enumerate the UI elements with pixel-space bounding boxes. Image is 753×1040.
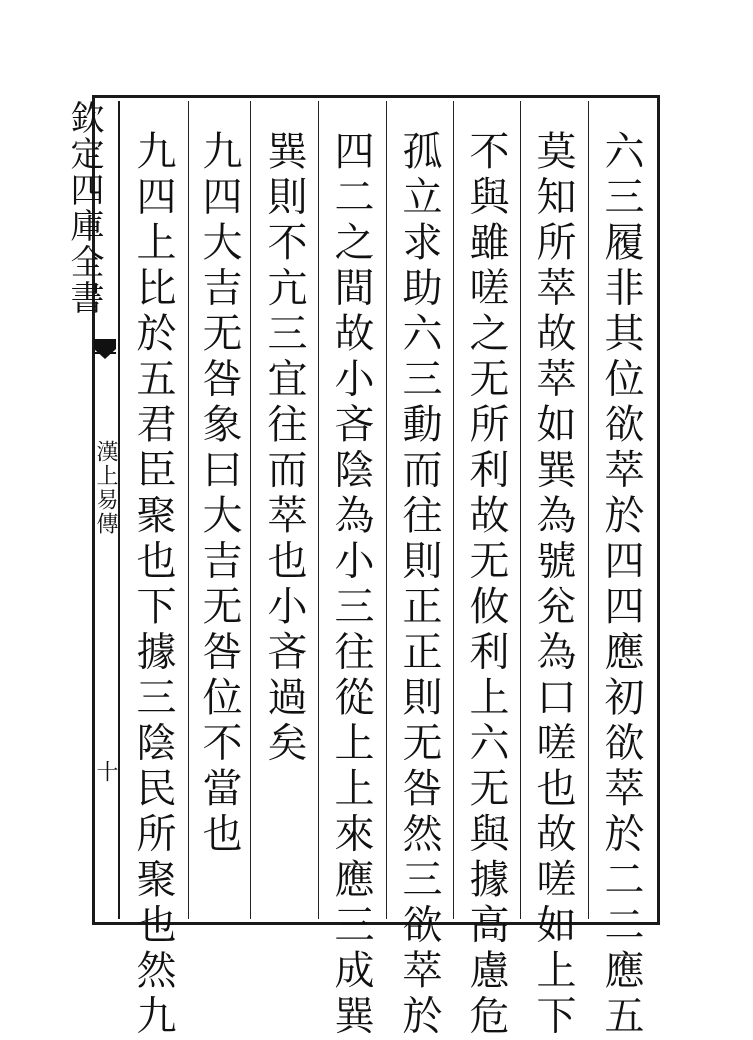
column-rule bbox=[188, 101, 189, 919]
column-rule bbox=[386, 101, 387, 919]
column-rule bbox=[250, 101, 251, 919]
text-column: 九四大吉无咎象曰大吉无咎位不當也 bbox=[196, 130, 242, 858]
text-column: 不與雖嗟之无所利故无攸利上六无與據高慮危 bbox=[463, 130, 509, 1040]
column-rule bbox=[520, 101, 521, 919]
column-rule bbox=[453, 101, 454, 919]
book-title: 漢上易傳 bbox=[93, 440, 118, 536]
page-number: 十 bbox=[93, 760, 118, 782]
text-column: 四二之間故小吝陰為小三往從上上來應三成巽 bbox=[328, 130, 374, 1040]
text-column: 九四上比於五君臣聚也下據三陰民所聚也然九 bbox=[130, 130, 176, 1040]
column-rule bbox=[318, 101, 319, 919]
collection-title: 欽定四庫全書 bbox=[64, 100, 104, 316]
fishtail-mark-icon bbox=[92, 335, 118, 365]
text-column: 莫知所萃故萃如巽為號兊為口嗟也故嗟如上下 bbox=[530, 130, 576, 1040]
text-column: 巽則不亢三宜往而萃也小吝過矣 bbox=[261, 130, 307, 767]
column-rule bbox=[588, 101, 589, 919]
text-column: 孤立求助六三動而往則正正則无咎然三欲萃於 bbox=[396, 130, 442, 1040]
text-column: 六三履非其位欲萃於四四應初欲萃於二二應五 bbox=[598, 130, 644, 1040]
